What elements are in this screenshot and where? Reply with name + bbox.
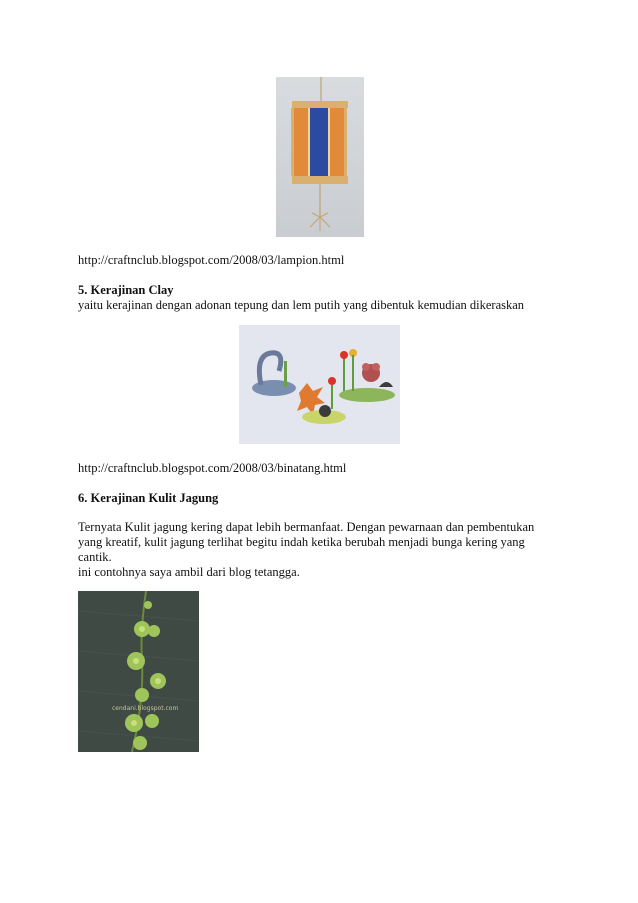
section-6-line-3: cantik. (78, 550, 112, 564)
clay-animals-image (239, 325, 400, 444)
corn-husk-flowers-image (78, 591, 199, 752)
watermark-text: cendani.blogspot.com (112, 705, 179, 712)
section-6-line-1: Ternyata Kulit jagung kering dapat lebih bermanfaat. Dengan pewarnaan dan pembentukan (78, 520, 535, 534)
section-6-line-4: ini contohnya saya ambil dari blog tetangga. (78, 565, 300, 579)
section-6-line-2: yang kreatif, kulit jagung terlihat begitu indah ketika berubah menjadi bunga kering yang (78, 535, 525, 549)
section-5-heading: 5. Kerajinan Clay (78, 283, 174, 297)
section-5-text: yaitu kerajinan dengan adonan tepung dan lem putih yang dibentuk kemudian dikeraskan (78, 298, 525, 312)
source-link-lampion[interactable]: http://craftnclub.blogspot.com/2008/03/lampion.html (78, 253, 345, 267)
lantern-image (276, 77, 364, 237)
section-6-heading: 6. Kerajinan Kulit Jagung (78, 491, 219, 505)
source-link-binatang[interactable]: http://craftnclub.blogspot.com/2008/03/binatang.html (78, 461, 347, 475)
